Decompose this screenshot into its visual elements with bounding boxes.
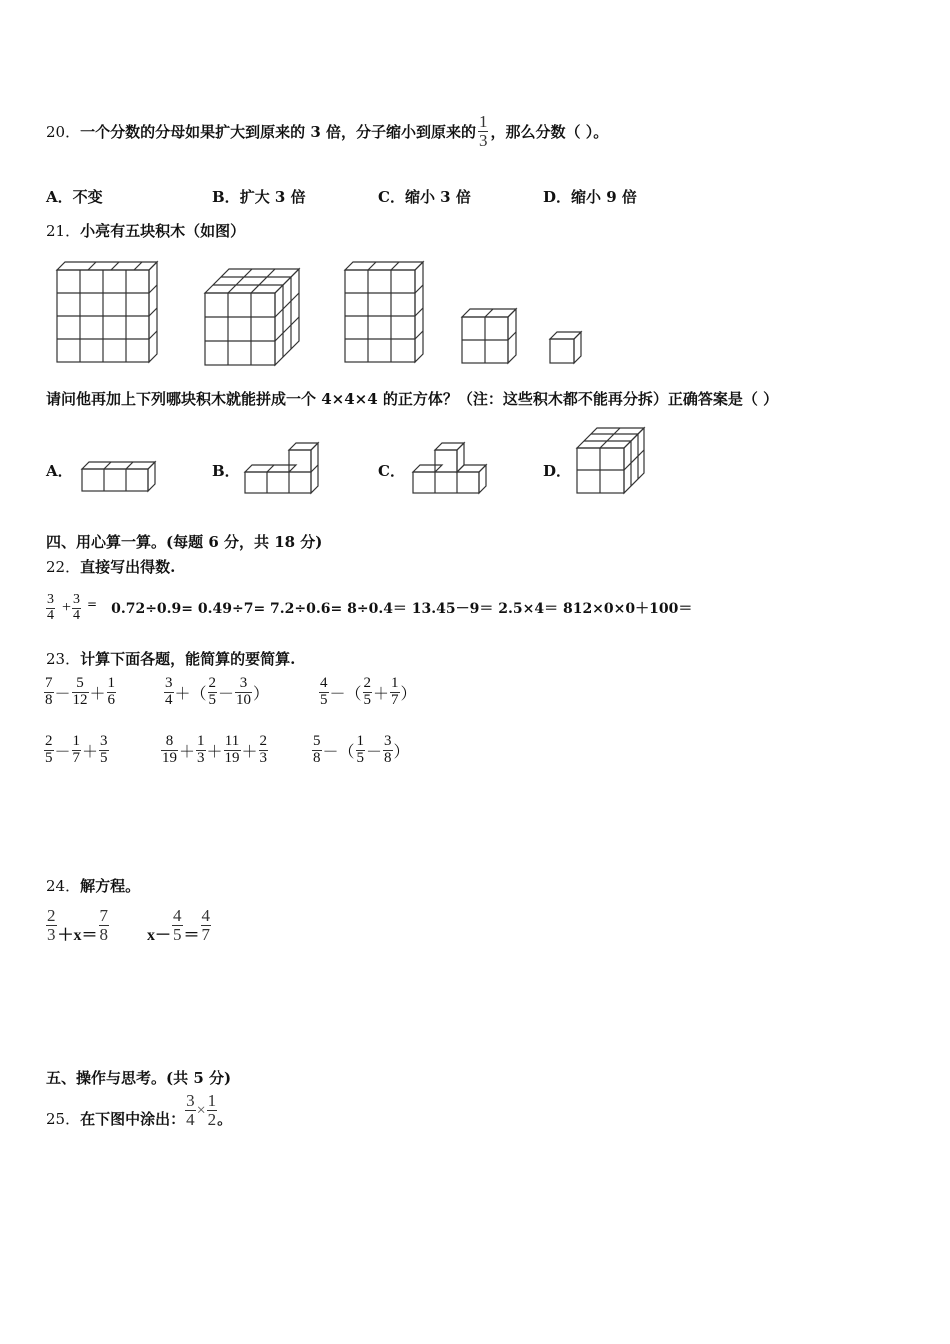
option-d-blocks-icon (577, 428, 647, 496)
q23-expression-6: $\frac{5}{8}$ －（ $\frac{1}{5}$ － $\frac{3}{8}$ ） (313, 733, 410, 766)
q21-option-a-label: A． (46, 462, 73, 480)
option-c-blocks-icon (413, 443, 487, 495)
q20-text-a: 一个分数的分母如果扩大到原来的 3 倍，分子缩小到原来的 (80, 122, 476, 141)
q25-stem: 25． 在下图中涂出： $\frac{3}{4}$ × $\frac{1}{2}$ 。 (46, 1091, 233, 1129)
q21-option-c-label: C． (378, 462, 405, 480)
option-a-blocks-icon (82, 462, 156, 492)
q20-number: 20． (46, 122, 81, 141)
q22-fraction-2: $\frac{3}{4}$ (73, 591, 81, 623)
option-b-blocks-icon (245, 443, 319, 495)
q20-option-b: B．扩大 3 倍 (212, 188, 306, 206)
q20-text-b: ，那么分数（ ）。 (490, 122, 609, 141)
block-figure-3 (345, 262, 425, 366)
q24-equation-2: x－ $\frac{4}{5}$ ＝ $\frac{4}{7}$ (147, 906, 211, 944)
q21-stem: 21．小亮有五块积木（如图） (46, 222, 246, 240)
q23-expression-1: $\frac{7}{8}$ － $\frac{5}{12}$ ＋ $\frac{1}{6}$ (45, 675, 116, 708)
q22-plus: + (62, 599, 72, 616)
q24-stem: 24．解方程。 (46, 877, 141, 895)
section-5-title: 五、操作与思考。(共 5 分) (46, 1069, 232, 1087)
block-figure-5 (550, 332, 584, 366)
q20-option-a: A．不变 (46, 188, 103, 206)
q20-option-d: D．缩小 9 倍 (543, 188, 637, 206)
section-4-title: 四、用心算一算。(每题 6 分，共 18 分) (46, 533, 323, 551)
block-figure-4 (462, 309, 518, 365)
q23-stem: 23．计算下面各题，能简算的要简算. (46, 650, 296, 668)
q21-question: 请问他再加上下列哪块积木就能拼成一个 4×4×4 的正方体？（注：这些积木都不能再分拆）正确答案是（ ） (46, 390, 779, 408)
q22-rest: 0.72÷0.9= 0.49÷7= 7.2÷0.6= 8÷0.4＝ 13.45－9＝ 2.5×4＝ 812×0×0＋100＝ (111, 601, 693, 617)
q20-option-c: C．缩小 3 倍 (378, 188, 471, 206)
q22-stem: 22．直接写出得数. (46, 558, 176, 576)
q20-stem (46, 102, 608, 160)
q23-expression-5: $\frac{8}{19}$ ＋ $\frac{1}{3}$ ＋ $\frac{11}{19}$ ＋ $\frac{2}{3}$ (162, 733, 268, 766)
q24-equation-1: $\frac{2}{3}$ ＋x＝ $\frac{7}{8}$ (47, 906, 109, 944)
q21-option-b-label: B． (212, 462, 240, 480)
q23-expression-4: $\frac{2}{5}$ － $\frac{1}{7}$ ＋ $\frac{3}{5}$ (45, 733, 108, 766)
q20-fraction: $\frac{1}{3}$ (478, 111, 488, 150)
q23-expression-2: $\frac{3}{4}$ ＋（ $\frac{2}{5}$ － $\frac{3}{10}$ ） (165, 675, 270, 708)
q22-expressions (46, 586, 692, 630)
block-figure-1 (57, 262, 159, 366)
q22-equals: = (87, 597, 98, 611)
block-figure-2 (205, 269, 301, 365)
q21-option-d-label: D． (543, 462, 572, 480)
q22-fraction-1: $\frac{3}{4}$ (47, 591, 54, 623)
q23-expression-3: $\frac{4}{5}$ －（ $\frac{2}{5}$ ＋ $\frac{1}{7}$ ） (320, 675, 417, 708)
